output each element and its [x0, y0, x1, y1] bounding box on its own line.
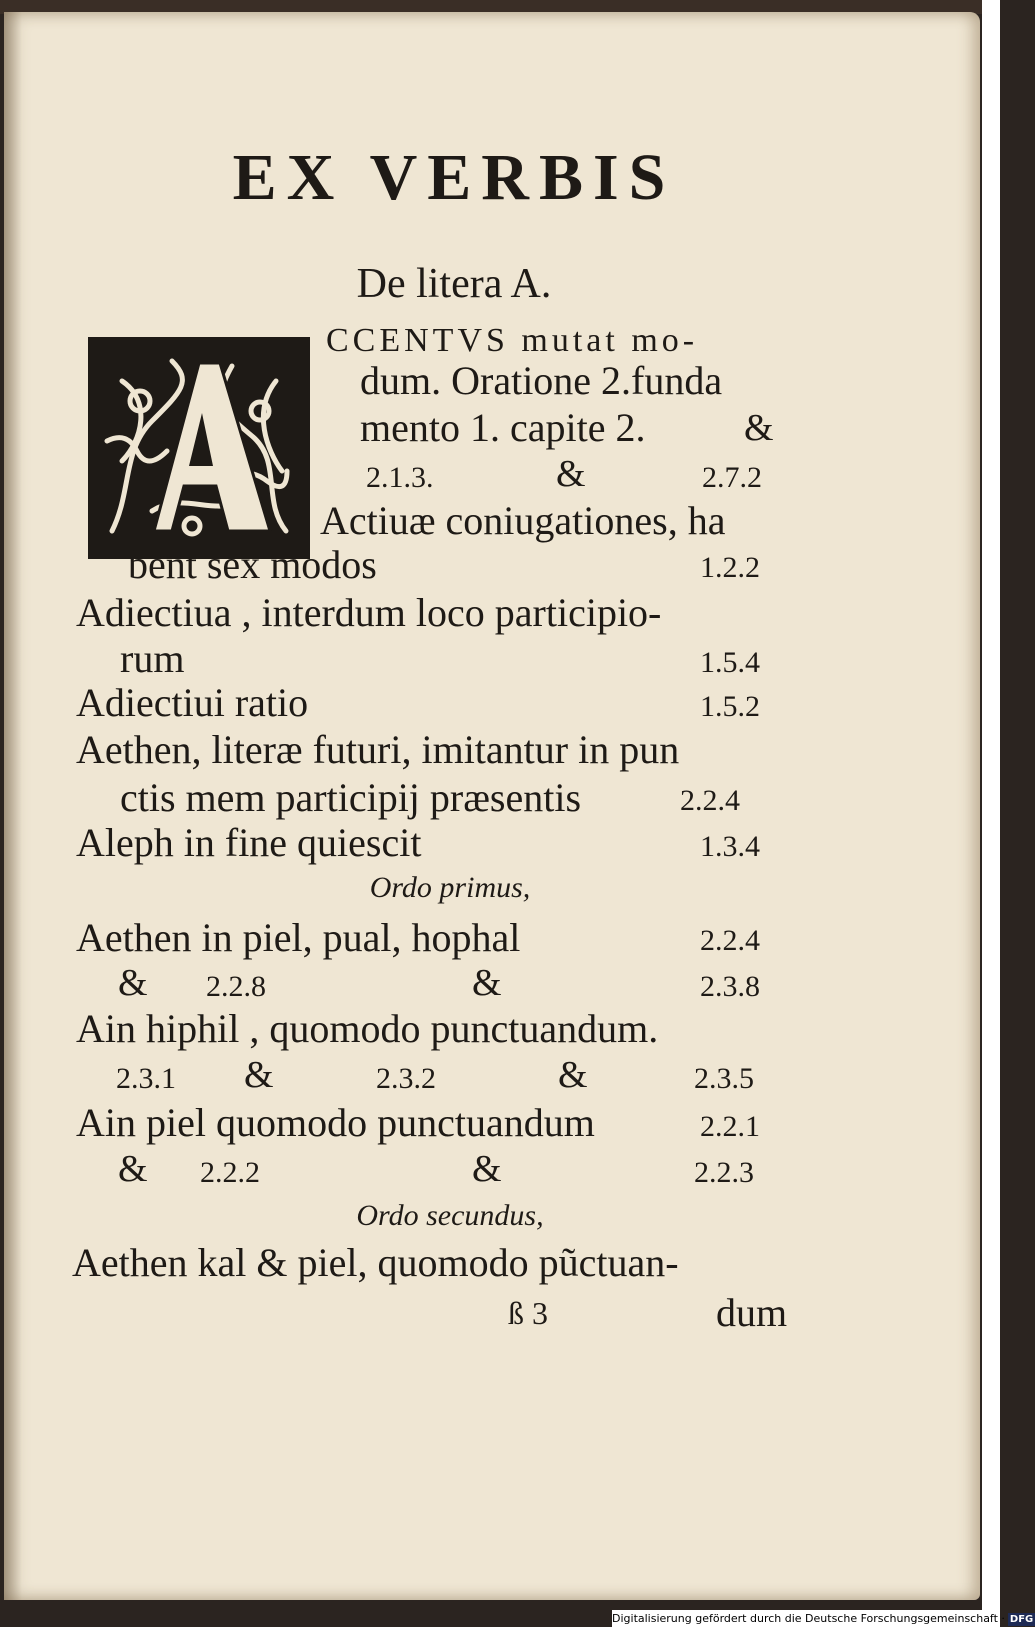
- entry-4-line-1: Adiectiui ratio: [76, 680, 309, 725]
- catchword: dum: [716, 1290, 788, 1335]
- entry-3-line-2: rum: [120, 636, 185, 681]
- entry-9-ref-2: 2.2.2: [200, 1156, 260, 1189]
- entry-9-line-1: Ain piel quomodo punctuandum: [76, 1100, 595, 1145]
- ordo-secundus-heading: Ordo secundus,: [356, 1199, 544, 1232]
- entry-7-ampersand-1: &: [118, 962, 148, 1004]
- ornamental-initial-A-icon: [88, 337, 310, 559]
- entry-6-ref: 1.3.4: [700, 830, 760, 863]
- entry-1-ref-2: 2.7.2: [702, 461, 762, 494]
- digitization-footer: [612, 1610, 1034, 1627]
- entry-8-ref-1: 2.3.1: [116, 1062, 176, 1095]
- page-title: EX VERBIS: [232, 141, 676, 214]
- dfg-logo-icon: DFG: [1009, 1614, 1034, 1625]
- entry-7-ref-3: 2.3.8: [700, 970, 760, 1003]
- entry-2-line-1: Actiuæ coniugationes, ha: [320, 498, 726, 543]
- entry-7-ref-2: 2.2.8: [206, 970, 266, 1003]
- digitization-note: Digitalisierung gefördert durch die Deutsche Forschungsgemeinschaft ·: [612, 1612, 1005, 1625]
- entry-2-line-2: bent sex modos: [128, 542, 377, 587]
- entry-8-ref-2: 2.3.2: [376, 1062, 436, 1095]
- ordo-primus-heading: Ordo primus,: [369, 871, 531, 904]
- entry-10-line-1: Aethen kal & piel, quomodo pũctuan-: [72, 1240, 679, 1285]
- entry-1-ref-1: 2.1.3.: [366, 461, 434, 494]
- entry-6-line-1: Aleph in fine quiescit: [76, 820, 422, 865]
- signature-mark: ß 3: [508, 1295, 548, 1331]
- entry-9-ref-3: 2.2.3: [694, 1156, 754, 1189]
- entry-1-ampersand: &: [744, 407, 774, 449]
- entry-7-line-1: Aethen in piel, pual, hophal: [76, 915, 521, 960]
- entry-9-ampersand-2: &: [472, 1148, 502, 1190]
- entry-1-line-1: CCENTVS mutat mo-: [326, 322, 699, 359]
- section-heading: De litera A.: [356, 261, 552, 307]
- entry-5-line-2: ctis mem participij præsentis: [120, 775, 582, 820]
- entry-4-ref: 1.5.2: [700, 690, 760, 723]
- entry-8-ref-3: 2.3.5: [694, 1062, 754, 1095]
- entry-1-line-2: dum. Oratione 2.funda: [360, 358, 723, 403]
- entry-9-ref-1: 2.2.1: [700, 1110, 760, 1143]
- entry-8-line-1: Ain hiphil , quomodo punctuandum.: [76, 1006, 659, 1051]
- entry-7-ampersand-2: &: [472, 962, 502, 1004]
- entry-7-ref-1: 2.2.4: [700, 924, 760, 957]
- entry-1-ampersand-2: &: [556, 453, 586, 495]
- gutter-shadow: [4, 12, 22, 1600]
- entry-8-ampersand-1: &: [244, 1054, 274, 1096]
- entry-3-ref: 1.5.4: [700, 646, 760, 679]
- entry-5-ref: 2.2.4: [680, 784, 740, 817]
- entry-3-line-1: Adiectiua , interdum loco participio-: [76, 590, 662, 635]
- entry-8-ampersand-2: &: [558, 1054, 588, 1096]
- scan-right-margin: [982, 0, 1000, 1627]
- entry-5-line-1: Aethen, literæ futuri, imitantur in pun: [76, 727, 680, 772]
- entry-2-ref: 1.2.2: [700, 551, 760, 584]
- entry-9-ampersand-1: &: [118, 1148, 148, 1190]
- entry-1-line-3: mento 1. capite 2.: [360, 405, 646, 450]
